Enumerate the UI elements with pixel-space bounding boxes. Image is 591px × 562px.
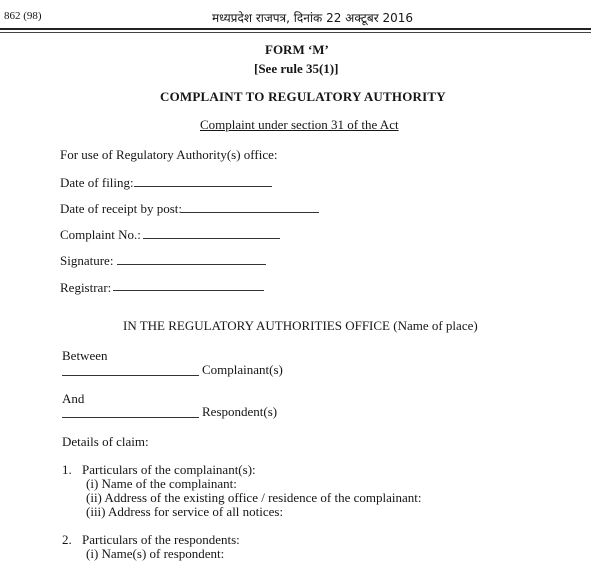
complaint-no-blank[interactable] xyxy=(143,238,280,239)
page-number: 862 (98) xyxy=(4,10,42,22)
respondent-label: Respondent(s) xyxy=(202,404,278,419)
form-subheading: Complaint under section 31 of the Act xyxy=(200,117,399,132)
office-title: IN THE REGULATORY AUTHORITIES OFFICE (Name of place) xyxy=(123,318,478,333)
item-sub-line: (i) Name(s) of respondent: xyxy=(86,546,225,561)
and-label: And xyxy=(62,391,85,406)
item-sub-line: (iii) Address for service of all notices: xyxy=(86,504,284,519)
gazette-title: मध्यप्रदेश राजपत्र, दिनांक 22 अक्टूबर 2016 xyxy=(212,11,414,25)
office-use-label: For use of Regulatory Authority(s) office: xyxy=(60,147,278,162)
complainant-blank[interactable] xyxy=(62,375,199,376)
respondent-blank[interactable] xyxy=(62,417,199,418)
signature-label: Signature: xyxy=(60,253,114,268)
item-sub-line: (ii) Address of the existing office / residence of the complainant: xyxy=(86,490,422,505)
date-of-receipt-blank[interactable] xyxy=(181,212,319,213)
signature-blank[interactable] xyxy=(117,264,266,265)
form-heading: COMPLAINT TO REGULATORY AUTHORITY xyxy=(160,89,446,104)
item-number: 2. xyxy=(62,532,72,547)
registrar-label: Registrar: xyxy=(60,280,112,295)
form-rule-reference: [See rule 35(1)] xyxy=(254,61,339,76)
header-rule xyxy=(0,28,591,30)
item-title: Particulars of the complainant(s): xyxy=(82,462,256,477)
item-title: Particulars of the respondents: xyxy=(82,532,240,547)
registrar-blank[interactable] xyxy=(113,290,264,291)
complainant-label: Complainant(s) xyxy=(202,362,283,377)
form-title: FORM ‘M’ xyxy=(265,42,329,57)
date-of-filing-label: Date of filing: xyxy=(60,175,134,190)
date-of-receipt-label: Date of receipt by post: xyxy=(60,201,183,216)
header-rule-thin xyxy=(0,32,591,33)
complaint-no-label: Complaint No.: xyxy=(60,227,141,242)
date-of-filing-blank[interactable] xyxy=(134,186,272,187)
item-number: 1. xyxy=(62,462,72,477)
details-of-claim-label: Details of claim: xyxy=(62,434,149,449)
item-sub-line: (i) Name of the complainant: xyxy=(86,476,237,491)
between-label: Between xyxy=(62,348,108,363)
